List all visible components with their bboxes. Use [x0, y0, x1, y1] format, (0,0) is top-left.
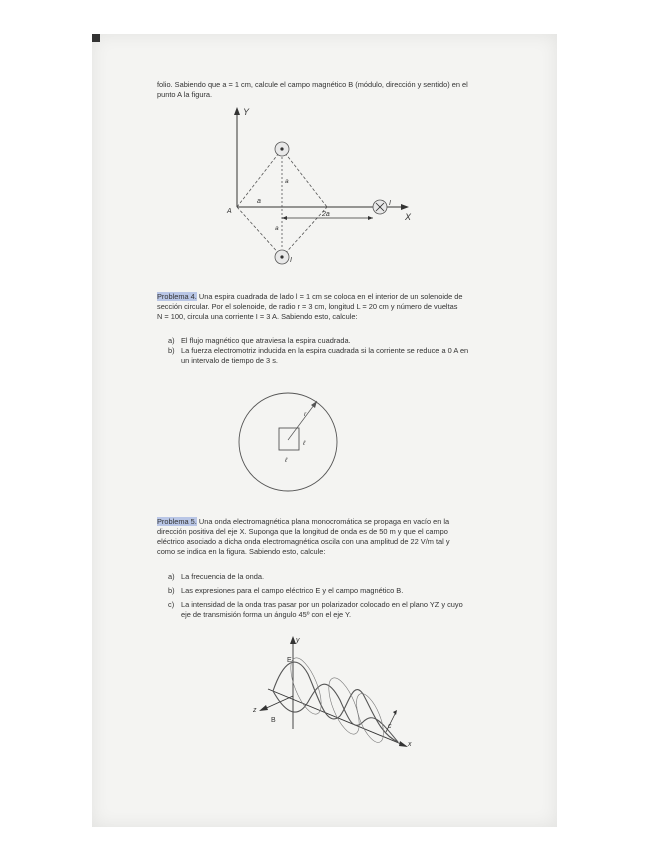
problem-4-item-b-marker: b) [168, 346, 175, 355]
problem-5-heading: Problema 5. [157, 517, 197, 526]
fig3-y-label: y [296, 637, 300, 644]
problem-4-line-3: N = 100, circula una corriente I = 3 A. Sabiendo esto, calcule: [157, 312, 358, 321]
problem-5-item-c-marker: c) [168, 600, 175, 609]
fig3-x-label: x [408, 741, 412, 748]
solenoid-cross-section [239, 393, 337, 491]
fig1-2a-label: 2a [322, 211, 330, 218]
fig1-a-label-horizontal: a [257, 198, 261, 205]
intro-line-2: punto A la figura. [157, 90, 213, 99]
y-axis-arrow [234, 107, 240, 115]
fig1-current-label-bottom: I [290, 257, 292, 264]
problem-5-item-c: La intensidad de la onda tras pasar por un polarizador colocado en el plano YZ y cuyo [181, 600, 463, 609]
fig1-a-label-lower: a [275, 225, 279, 232]
problem-5-item-a-marker: a) [168, 572, 175, 581]
fig1-a-label-upper: a [285, 178, 289, 185]
problem-4-line-2: sección circular. Por el solenoide, de radio r = 3 cm, longitud L = 20 cm y número de vueltas [157, 302, 458, 311]
problem-4-line-1: Problema 4. Una espira cuadrada de lado l = 1 cm se coloca en el interior de un solenoide de [157, 292, 463, 301]
fig3-c-label: c [388, 723, 392, 730]
figure-2-solenoid [238, 386, 338, 496]
scan-corner-mark [92, 34, 100, 42]
problem-5-item-b: Las expresiones para el campo eléctrico E y el campo magnético B. [181, 586, 404, 595]
fig1-current-label-right: I [389, 200, 391, 207]
intro-line-1: folio. Sabiendo que a = 1 cm, calcule el campo magnético B (módulo, dirección y sentido) en el [157, 80, 468, 89]
figure-3-em-wave [248, 634, 418, 759]
problem-5-line-2: dirección positiva del eje X. Suponga que la longitud de onda es de 50 m y que el campo [157, 527, 448, 536]
problem-5-line-1: Problema 5. Una onda electromagnética plana monocromática se propaga en vacío en la [157, 517, 450, 526]
fig3-z-label: z [253, 707, 257, 714]
problem-4-item-b: La fuerza electromotriz inducida en la espira cuadrada si la corriente se reduce a 0 A en [181, 346, 469, 355]
problem-4-item-b-cont: un intervalo de tiempo de 3 s. [181, 356, 278, 365]
fig1-point-label: A [227, 208, 232, 215]
problem-5-line-4: como se indica en la figura. Sabiendo esto, calcule: [157, 547, 326, 556]
problem-5-item-a: La frecuencia de la onda. [181, 572, 265, 581]
x-axis-arrow [401, 204, 409, 210]
fig3-e-label: E [287, 657, 292, 664]
fig2-l-label-bottom: ℓ [285, 457, 288, 464]
fig2-r-label: r [304, 411, 307, 418]
figure-1-wires [225, 105, 415, 270]
magnetic-field-wave [273, 684, 398, 742]
problem-5-line-3: eléctrico asociado a dicha onda electromagnética oscila con una amplitud de 22 V/m tal y [157, 537, 450, 546]
fig1-x-label: X [405, 212, 412, 222]
problem-4-heading: Problema 4. [157, 292, 197, 301]
problem-5-item-c-cont: eje de transmisión forma un ángulo 45º con el eje Y. [181, 610, 352, 619]
fig1-y-label: Y [243, 107, 250, 117]
electric-field-wave [273, 662, 398, 742]
problem-5-item-b-marker: b) [168, 586, 175, 595]
problem-4-item-a-marker: a) [168, 336, 175, 345]
fig3-b-label: B [271, 717, 276, 724]
fig2-l-label-side: ℓ [303, 440, 306, 447]
problem-4-item-a: El flujo magnético que atraviesa la espira cuadrada. [181, 336, 351, 345]
radius-line [288, 401, 317, 440]
